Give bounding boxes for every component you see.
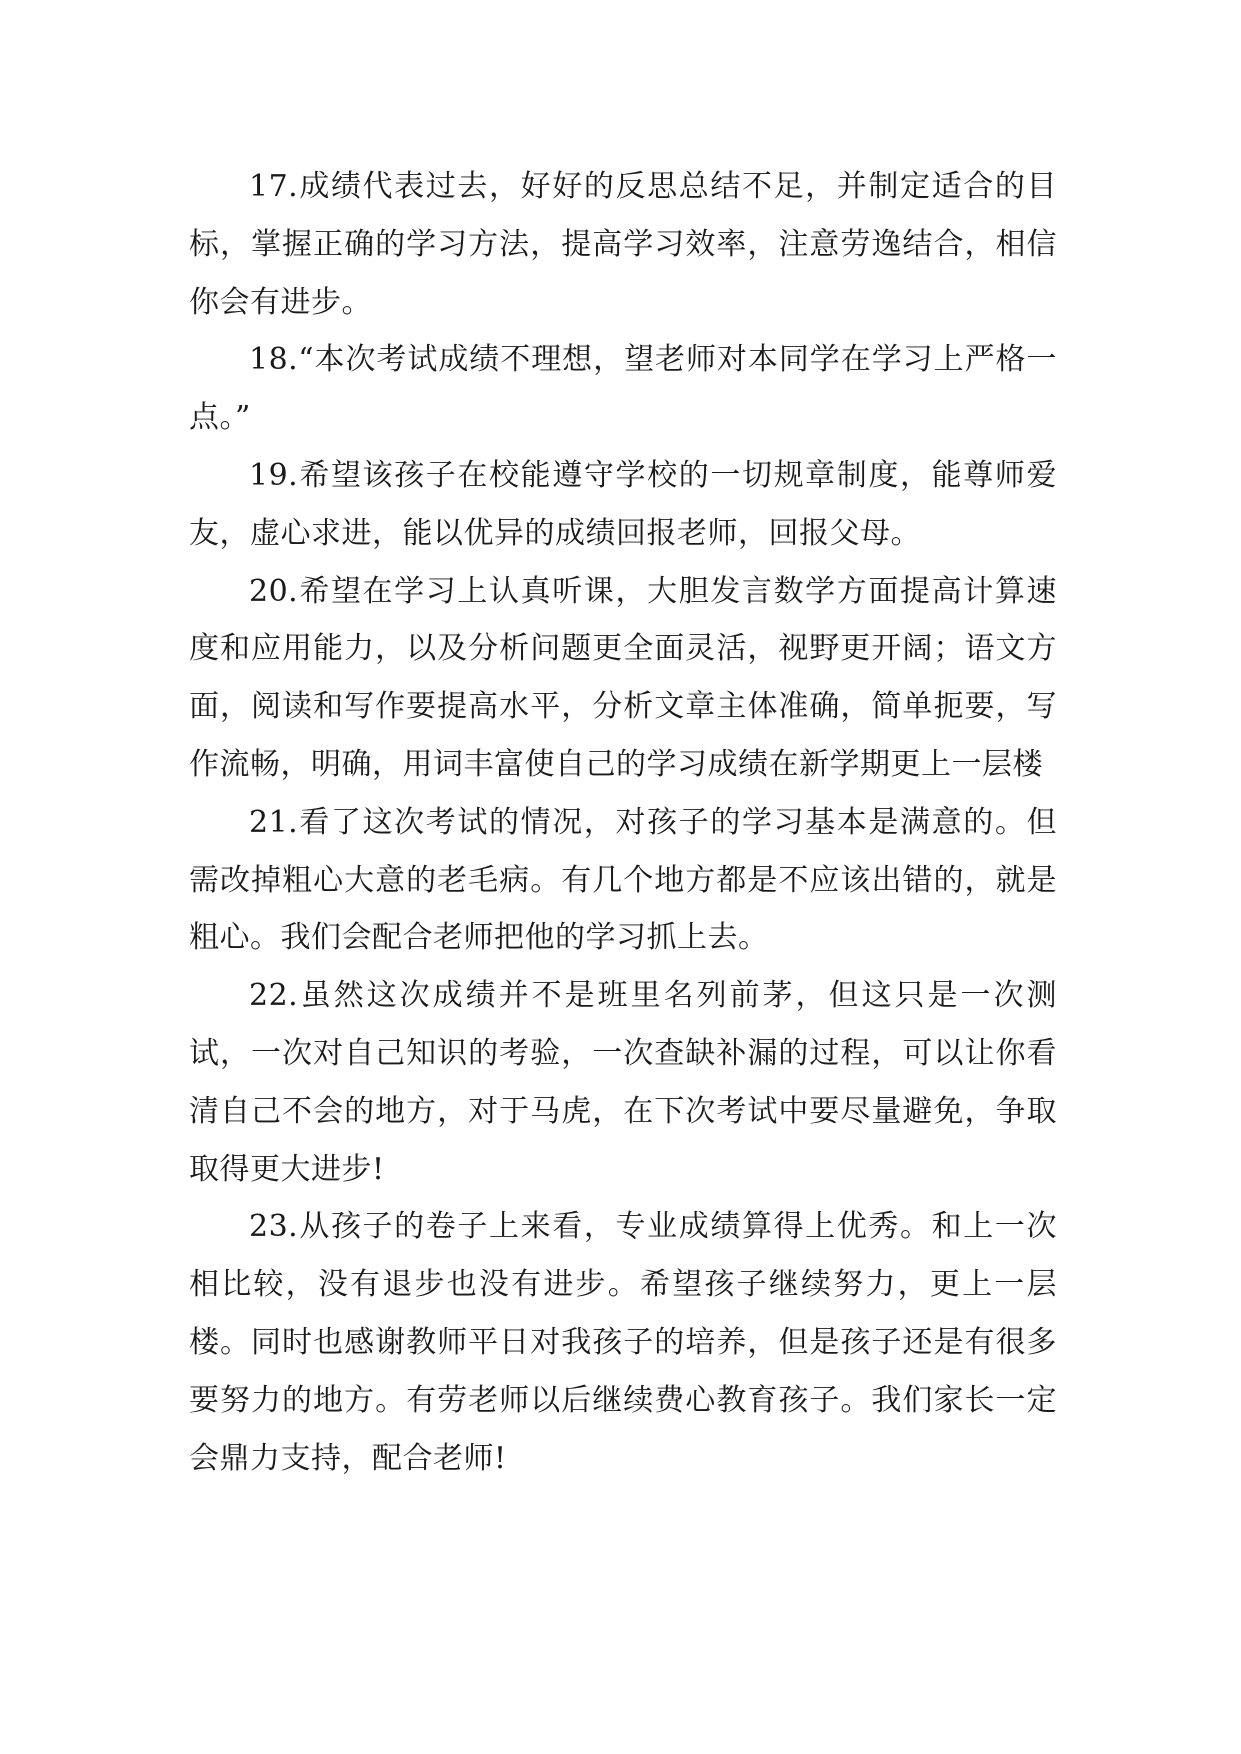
paragraph-18: 18.“本次考试成绩不理想，望老师对本同学在学习上严格一点。” (189, 342, 1057, 436)
paragraph-20: 20.希望在学习上认真听课，大胆发言数学方面提高计算速度和应用能力，以及分析问题更全面灵活，视野更开阔；语文方面，阅读和写作要提高水平，分析文章主体准确，简单扼要，写作流畅，明确，用词丰富使自己的学习成绩在新学期更上一层楼 (189, 573, 1057, 782)
paragraph-17: 17.成绩代表过去，好好的反思总结不足，并制定适合的目标，掌握正确的学习方法，提高学习效率，注意劳逸结合，相信你会有进步。 (189, 169, 1057, 320)
document-body (189, 158, 1057, 1487)
paragraph-21: 21.看了这次考试的情况，对孩子的学习基本是满意的。但需改掉粗心大意的老毛病。有几个地方都是不应该出错的，就是粗心。我们会配合老师把他的学习抓上去。 (189, 804, 1057, 956)
paragraph-19: 19.希望该孩子在校能遵守学校的一切规章制度，能尊师爱友，虚心求进，能以优异的成绩回报老师，回报父母。 (189, 457, 1057, 551)
paragraph-23: 23.从孩子的卷子上来看，专业成绩算得上优秀。和上一次相比较，没有退步也没有进步。希望孩子继续努力，更上一层楼。同时也感谢教师平日对我孩子的培养，但是孩子还是有很多要努力的地方。有劳老师以后继续费心教育孩子。我们家长一定会鼎力支持，配合老师! (189, 1209, 1057, 1476)
paragraph-22: 22.虽然这次成绩并不是班里名列前茅，但这只是一次测试，一次对自己知识的考验，一次查缺补漏的过程，可以让你看清自己不会的地方，对于马虎，在下次考试中要尽量避免，争取取得更大进步! (189, 978, 1057, 1187)
